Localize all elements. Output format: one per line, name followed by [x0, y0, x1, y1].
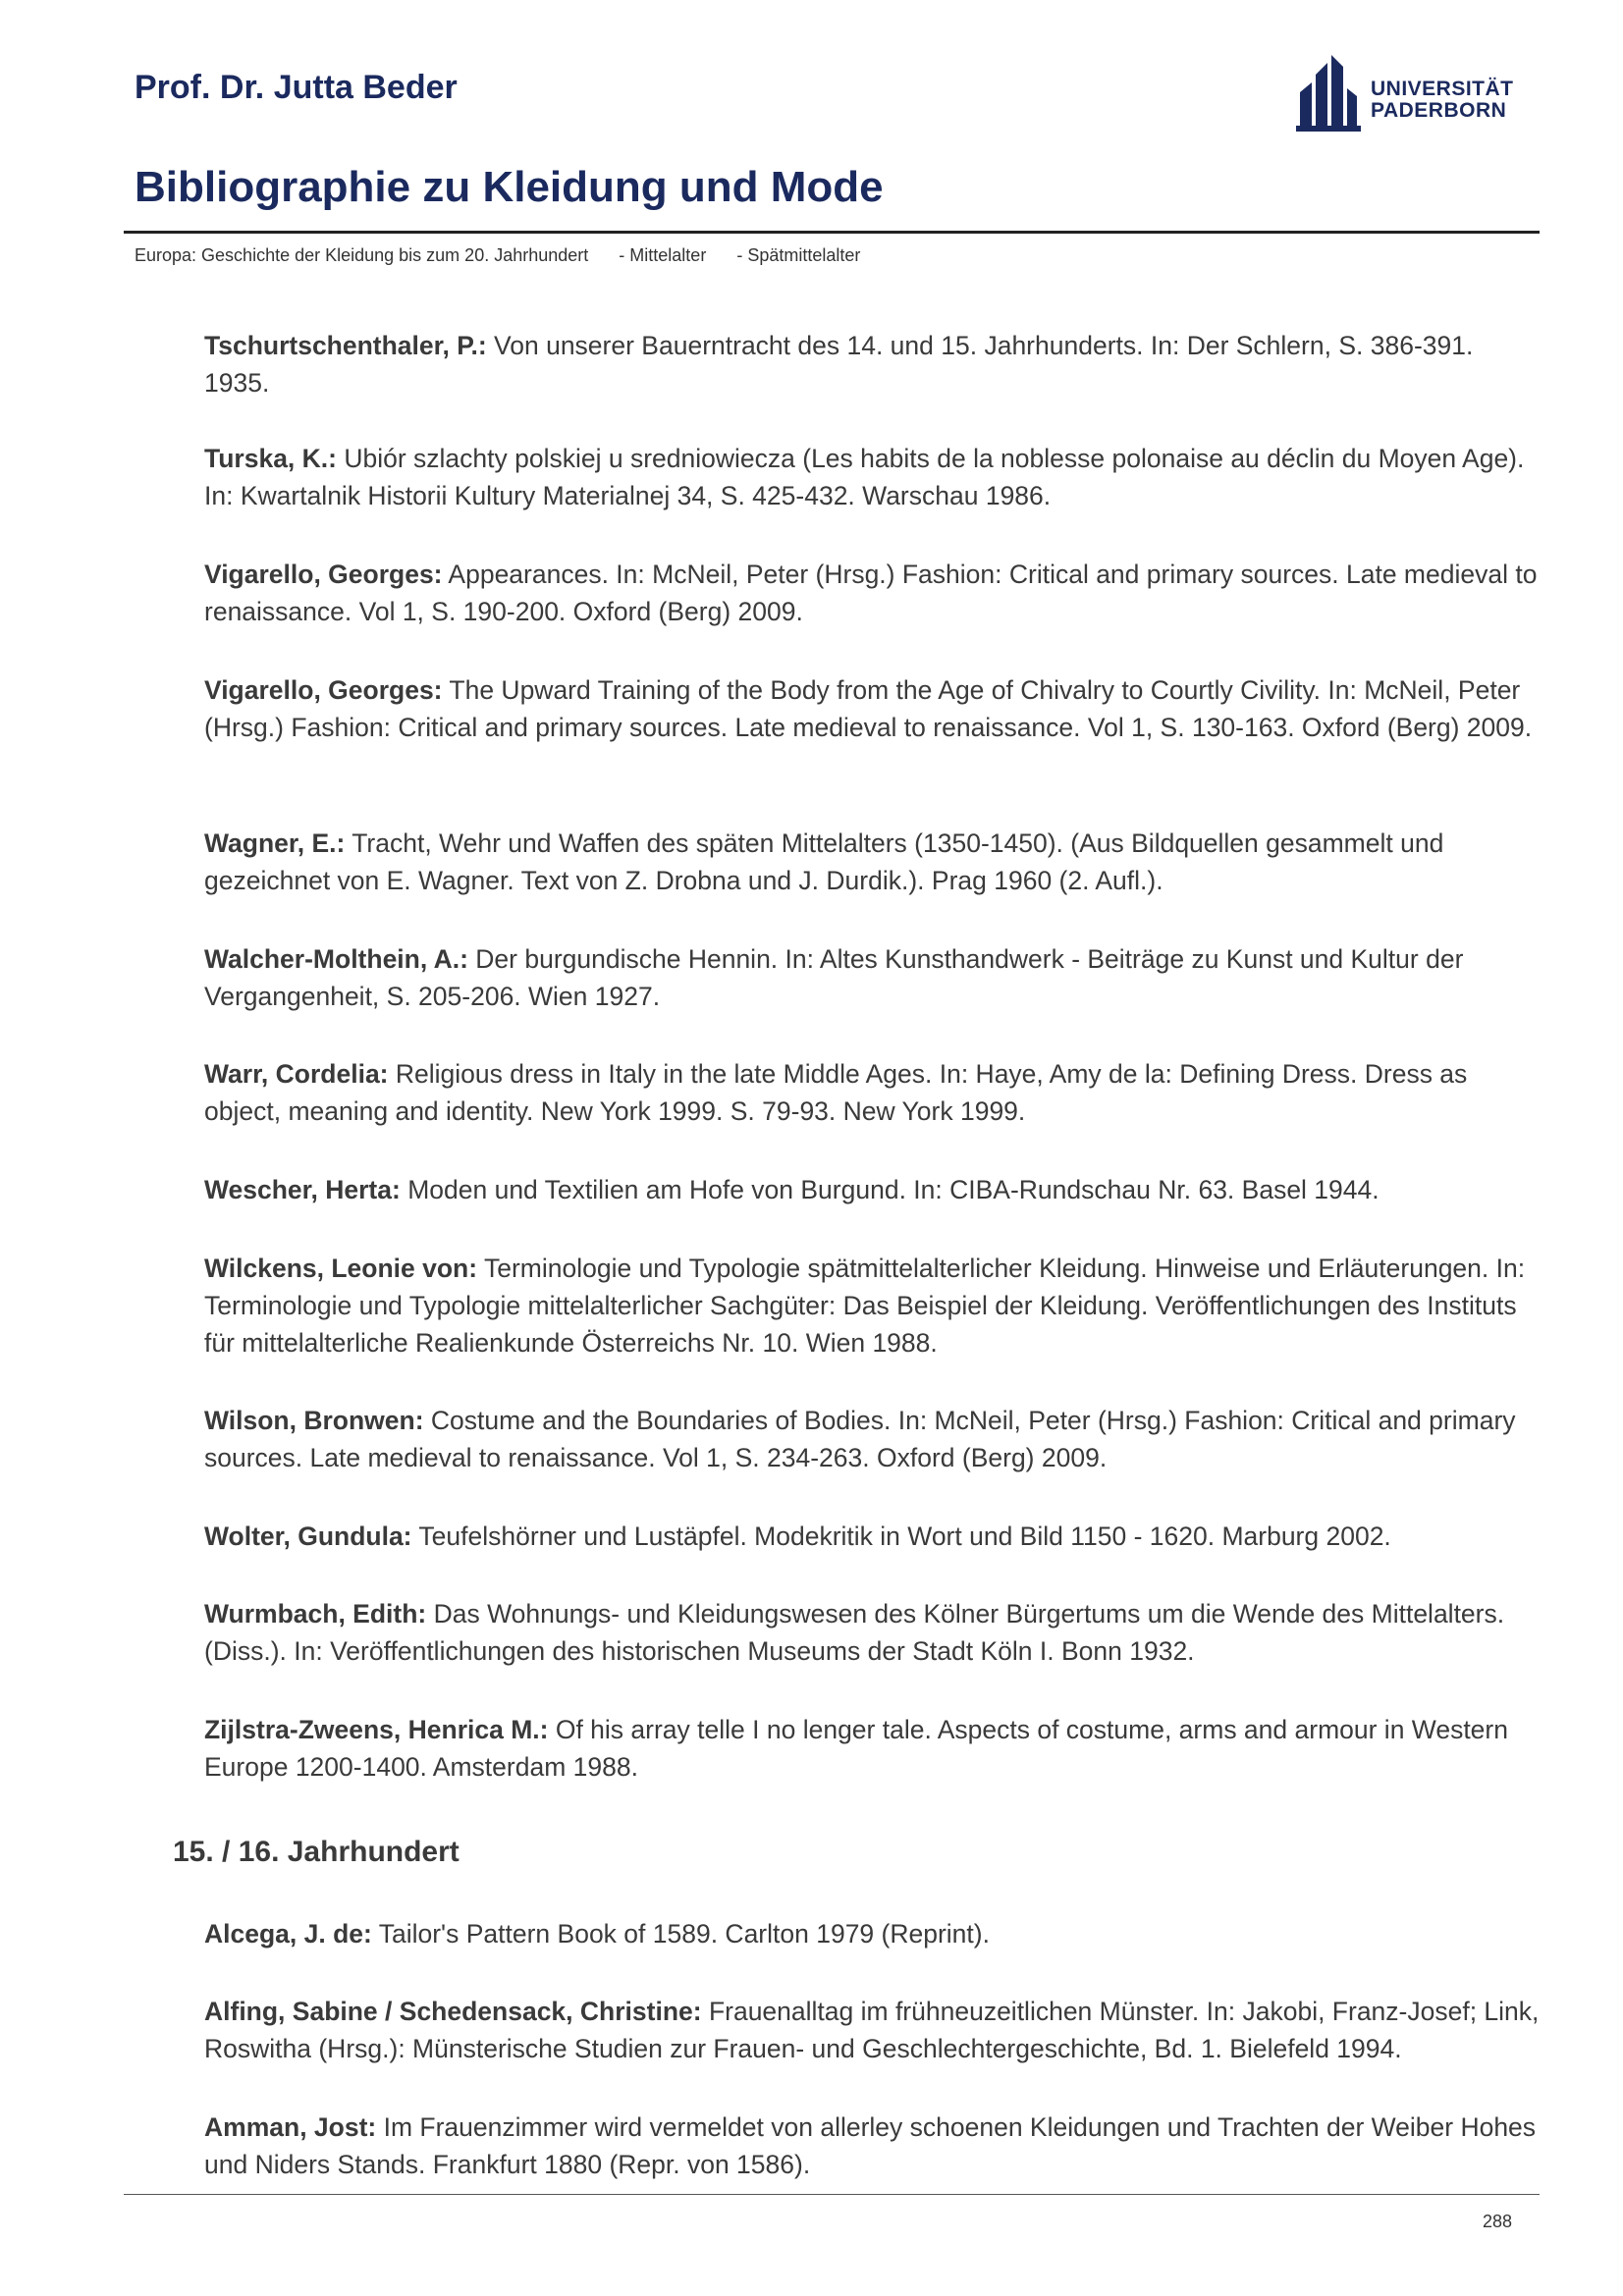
entry-text: Tracht, Wehr und Waffen des späten Mittelalters (1350-1450). (Aus Bildquellen gesammelt und gezeichnet von E. Wagner. Text von Z. Drobna und J. Durdik.). Prag 1960 (2. Aufl.).	[204, 828, 1444, 895]
document-author: Prof. Dr. Jutta Beder	[135, 69, 458, 106]
bibliography-entry	[204, 1915, 1540, 1952]
document-title: Bibliographie zu Kleidung und Mode	[135, 163, 884, 211]
entry-author: Vigarello, Georges:	[204, 560, 443, 589]
logo-text	[1371, 79, 1514, 122]
entry-text: Im Frauenzimmer wird vermeldet von allerley schoenen Kleidungen und Trachten der Weiber Hohes und Niders Stands. Frankfurt 1880 (Repr. von 1586).	[204, 2112, 1537, 2179]
entry-text: Ubiór szlachty polskiej u sredniowiecza (Les habits de la noblesse polonaise au déclin du Moyen Age). In: Kwartalnik Historii Kultury Materialnej 34, S. 425-432. Warschau 1986.	[204, 444, 1525, 510]
entry-text: Religious dress in Italy in the late Middle Ages. In: Haye, Amy de la: Defining Dress. Dress as object, meaning and identity. New York 1999. S. 79-93. New York 1999.	[204, 1059, 1468, 1126]
bibliography-entry	[204, 2109, 1540, 2183]
bibliography-entry	[204, 327, 1540, 401]
breadcrumb-item: - Mittelalter	[619, 245, 707, 265]
header-divider	[124, 231, 1540, 234]
bibliography-entry	[204, 1993, 1540, 2067]
entry-author: Wescher, Herta:	[204, 1175, 401, 1204]
bibliography-entry	[204, 1518, 1540, 1555]
breadcrumb-item: Europa: Geschichte der Kleidung bis zum 20. Jahrhundert	[135, 245, 589, 265]
entry-text: The Upward Training of the Body from the Age of Chivalry to Courtly Civility. In: McNeil, Peter (Hrsg.) Fashion: Critical and primary sources. Late medieval to renaissance. Vol 1, S. 130-163. Oxford (Berg) 2009.	[204, 675, 1533, 742]
entry-author: Wolter, Gundula:	[204, 1522, 412, 1551]
logo-line-2: PADERBORN	[1371, 99, 1507, 122]
entry-text: Teufelshörner und Lustäpfel. Modekritik in Wort und Bild 1150 - 1620. Marburg 2002.	[411, 1522, 1391, 1551]
bibliography-entry	[204, 556, 1540, 630]
entry-author: Amman, Jost:	[204, 2112, 377, 2142]
bibliography-entry	[204, 1711, 1540, 1786]
entry-text: Terminologie und Typologie spätmittelalterlicher Kleidung. Hinweise und Erläuterungen. In: Terminologie und Typologie mittelalterlicher Sachgüter: Das Beispiel der Kleidung. Veröffentlichungen des Instituts für mittelalterliche Realienkunde Österreichs Nr. 10. Wien 1988.	[204, 1254, 1526, 1358]
section-heading: 15. / 16. Jahrhundert	[173, 1836, 460, 1868]
entry-text: Appearances. In: McNeil, Peter (Hrsg.) Fashion: Critical and primary sources. Late medieval to renaissance. Vol 1, S. 190-200. Oxford (Berg) 2009.	[204, 560, 1538, 626]
bibliography-entry	[204, 440, 1540, 514]
entry-text: Costume and the Boundaries of Bodies. In: McNeil, Peter (Hrsg.) Fashion: Critical and primary sources. Late medieval to renaissance. Vol 1, S. 234-263. Oxford (Berg) 2009.	[204, 1406, 1516, 1472]
entry-text: Moden und Textilien am Hofe von Burgund. In: CIBA-Rundschau Nr. 63. Basel 1944.	[400, 1175, 1380, 1204]
entry-text: Das Wohnungs- und Kleidungswesen des Kölner Bürgertums um die Wende des Mittelalters. (Diss.). In: Veröffentlichungen des historischen Museums der Stadt Köln I. Bonn 1932.	[204, 1599, 1505, 1666]
footer-divider	[124, 2194, 1540, 2195]
bibliography-entry	[204, 1171, 1540, 1208]
entry-text: Frauenalltag im frühneuzeitlichen Münster. In: Jakobi, Franz-Josef; Link, Roswitha (Hrsg.): Münsterische Studien zur Frauen- und Geschlechtergeschichte, Bd. 1. Bielefeld 1994.	[204, 1997, 1540, 2063]
entry-author: Zijlstra-Zweens, Henrica M.:	[204, 1715, 549, 1744]
entry-text: Of his array telle I no lenger tale. Aspects of costume, arms and armour in Western Europe 1200-1400. Amsterdam 1988.	[204, 1715, 1508, 1782]
entry-text: Von unserer Bauerntracht des 14. und 15. Jahrhunderts. In: Der Schlern, S. 386-391. 1935.	[204, 331, 1474, 398]
entry-author: Turska, K.:	[204, 444, 337, 473]
bibliography-entry	[204, 940, 1540, 1015]
university-paderborn-logo-icon	[1294, 53, 1363, 132]
university-logo	[1294, 51, 1530, 135]
entry-author: Vigarello, Georges:	[204, 675, 443, 705]
entry-author: Tschurtschenthaler, P.:	[204, 331, 487, 360]
bibliography-entry	[204, 1402, 1540, 1476]
breadcrumb-item: - Spätmittelalter	[736, 245, 861, 265]
bibliography-entry	[204, 1595, 1540, 1670]
page-number: 288	[1483, 2212, 1513, 2231]
bibliography-entry	[204, 1250, 1540, 1362]
entry-author: Wilckens, Leonie von:	[204, 1254, 478, 1283]
entry-author: Alfing, Sabine / Schedensack, Christine:	[204, 1997, 702, 2026]
entry-text: Der burgundische Hennin. In: Altes Kunsthandwerk - Beiträge zu Kunst und Kultur der Vergangenheit, S. 205-206. Wien 1927.	[204, 944, 1464, 1011]
bibliography-entry	[204, 1055, 1540, 1130]
entry-author: Wilson, Bronwen:	[204, 1406, 424, 1435]
entry-author: Warr, Cordelia:	[204, 1059, 389, 1089]
logo-line-1: UNIVERSITÄT	[1371, 78, 1514, 100]
bibliography-entry	[204, 671, 1540, 746]
entry-text: Tailor's Pattern Book of 1589. Carlton 1979 (Reprint).	[371, 1919, 990, 1949]
entry-author: Wagner, E.:	[204, 828, 346, 858]
entry-author: Wurmbach, Edith:	[204, 1599, 427, 1629]
entry-author: Alcega, J. de:	[204, 1919, 372, 1949]
bibliography-entry	[204, 825, 1540, 899]
breadcrumb	[135, 245, 886, 266]
entry-author: Walcher-Molthein, A.:	[204, 944, 468, 974]
